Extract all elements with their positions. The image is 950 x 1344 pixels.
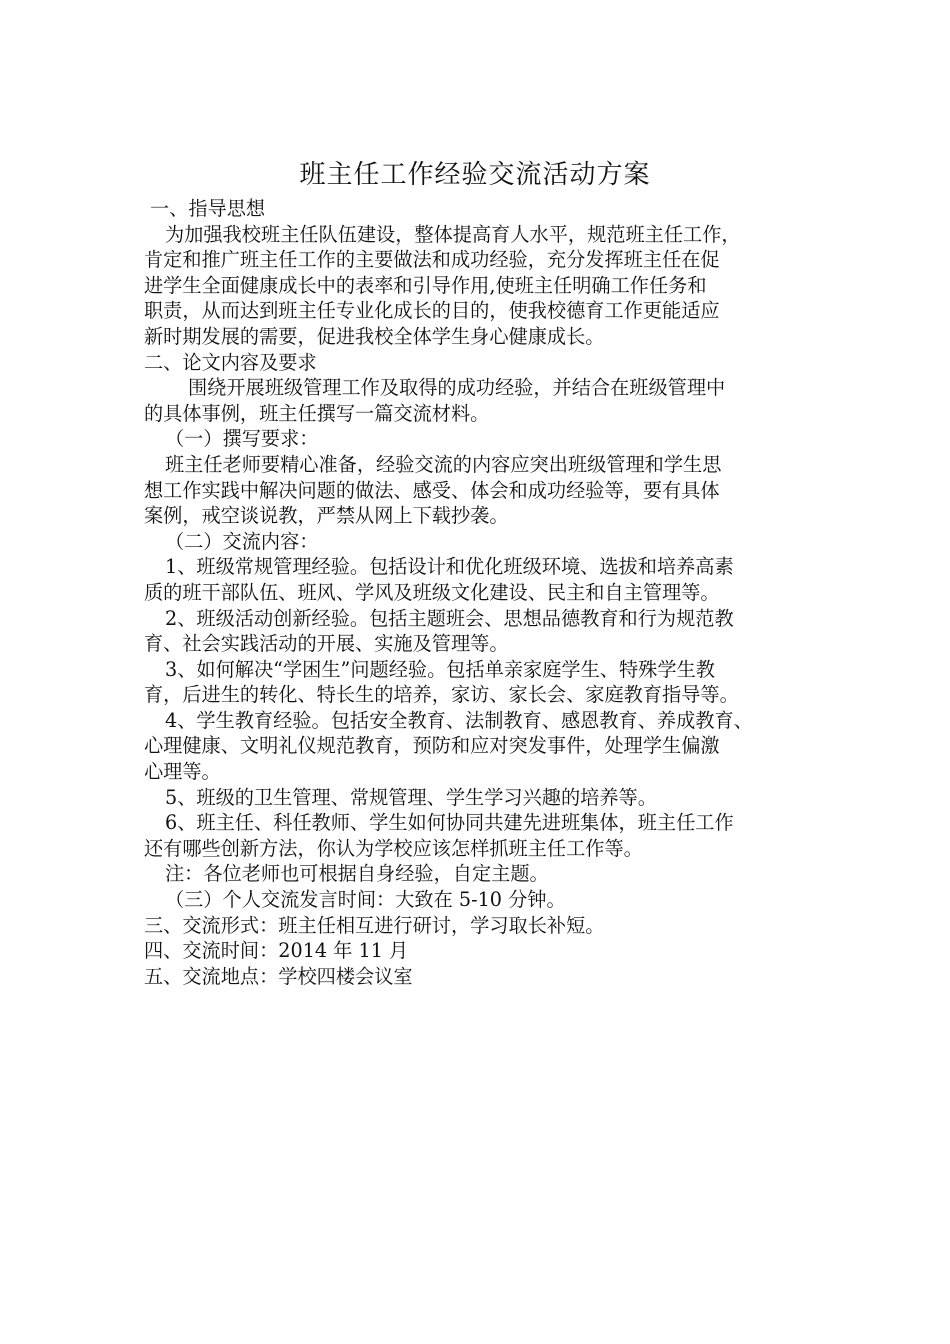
subsection-heading: （三）个人交流发言时间：大致在 5-10 分钟。 — [165, 888, 566, 912]
list-item-line: 4、学生教育经验。包括安全教育、法制教育、感恩教育、养成教育、 — [165, 708, 753, 732]
paragraph-line: 职责，从而达到班主任专业化成长的目的，使我校德育工作更能适应 — [144, 299, 720, 323]
note-line: 注：各位老师也可根据自身经验，自定主题。 — [165, 862, 549, 886]
section-heading: 四、交流时间：2014 年 11 月 — [144, 939, 409, 963]
paragraph-line: 肯定和推广班主任工作的主要做法和成功经验，充分发挥班主任在促 — [144, 248, 720, 272]
subsection-heading: （二）交流内容： — [165, 529, 319, 553]
document-body — [144, 196, 812, 989]
list-item-line: 5、班级的卫生管理、常规管理、学生学习兴趣的培养等。 — [165, 785, 657, 809]
list-item-line: 育、社会实践活动的开展、实施及管理等。 — [144, 632, 509, 656]
section-heading: 一、指导思想 — [150, 197, 266, 220]
paragraph-line: 为加强我校班主任队伍建设，整体提高育人水平，规范班主任工作， — [165, 222, 741, 246]
list-item-line: 2、班级活动创新经验。包括主题班会、思想品德教育和行为规范教 — [165, 606, 734, 630]
paragraph-line: 的具体事例，班主任撰写一篇交流材料。 — [144, 401, 490, 425]
paragraph-line: 进学生全面健康成长中的表率和引导作用,使班主任明确工作任务和 — [144, 273, 707, 297]
list-item-line: 心理等。 — [144, 760, 221, 784]
list-item-line: 6、班主任、科任教师、学生如何协同共建先进班集体，班主任工作 — [165, 811, 734, 835]
list-item-line: 心理健康、文明礼仪规范教育，预防和应对突发事件，处理学生偏激 — [144, 734, 720, 758]
list-item-line: 还有哪些创新方法，你认为学校应该怎样抓班主任工作等。 — [144, 836, 643, 860]
paragraph-line: 新时期发展的需要，促进我校全体学生身心健康成长。 — [144, 324, 605, 348]
paragraph-line: 想工作实践中解决问题的做法、感受、体会和成功经验等，要有具体 — [144, 478, 720, 502]
list-item-line: 1、班级常规管理经验。包括设计和优化班级环境、选拔和培养高素 — [165, 555, 734, 579]
document-title: 班主任工作经验交流活动方案 — [299, 160, 651, 190]
subsection-heading: （一）撰写要求： — [165, 427, 319, 451]
list-item-line: 3、如何解决“学困生”问题经验。包括单亲家庭学生、特殊学生教 — [165, 657, 715, 681]
section-heading: 五、交流地点：学校四楼会议室 — [144, 964, 413, 988]
paragraph-line: 围绕开展班级管理工作及取得的成功经验，并结合在班级管理中 — [188, 376, 726, 400]
section-heading: 二、论文内容及要求 — [144, 350, 317, 374]
list-item-line: 质的班干部队伍、班风、学风及班级文化建设、民主和自主管理等。 — [144, 580, 720, 604]
list-item-line: 育，后进生的转化、特长生的培养，家访、家长会、家庭教育指导等。 — [144, 683, 739, 707]
section-heading: 三、交流形式：班主任相互进行研讨，学习取长补短。 — [144, 913, 605, 937]
paragraph-line: 案例，戒空谈说教，严禁从网上下载抄袭。 — [144, 504, 509, 528]
paragraph-line: 班主任老师要精心准备，经验交流的内容应突出班级管理和学生思 — [165, 452, 722, 476]
